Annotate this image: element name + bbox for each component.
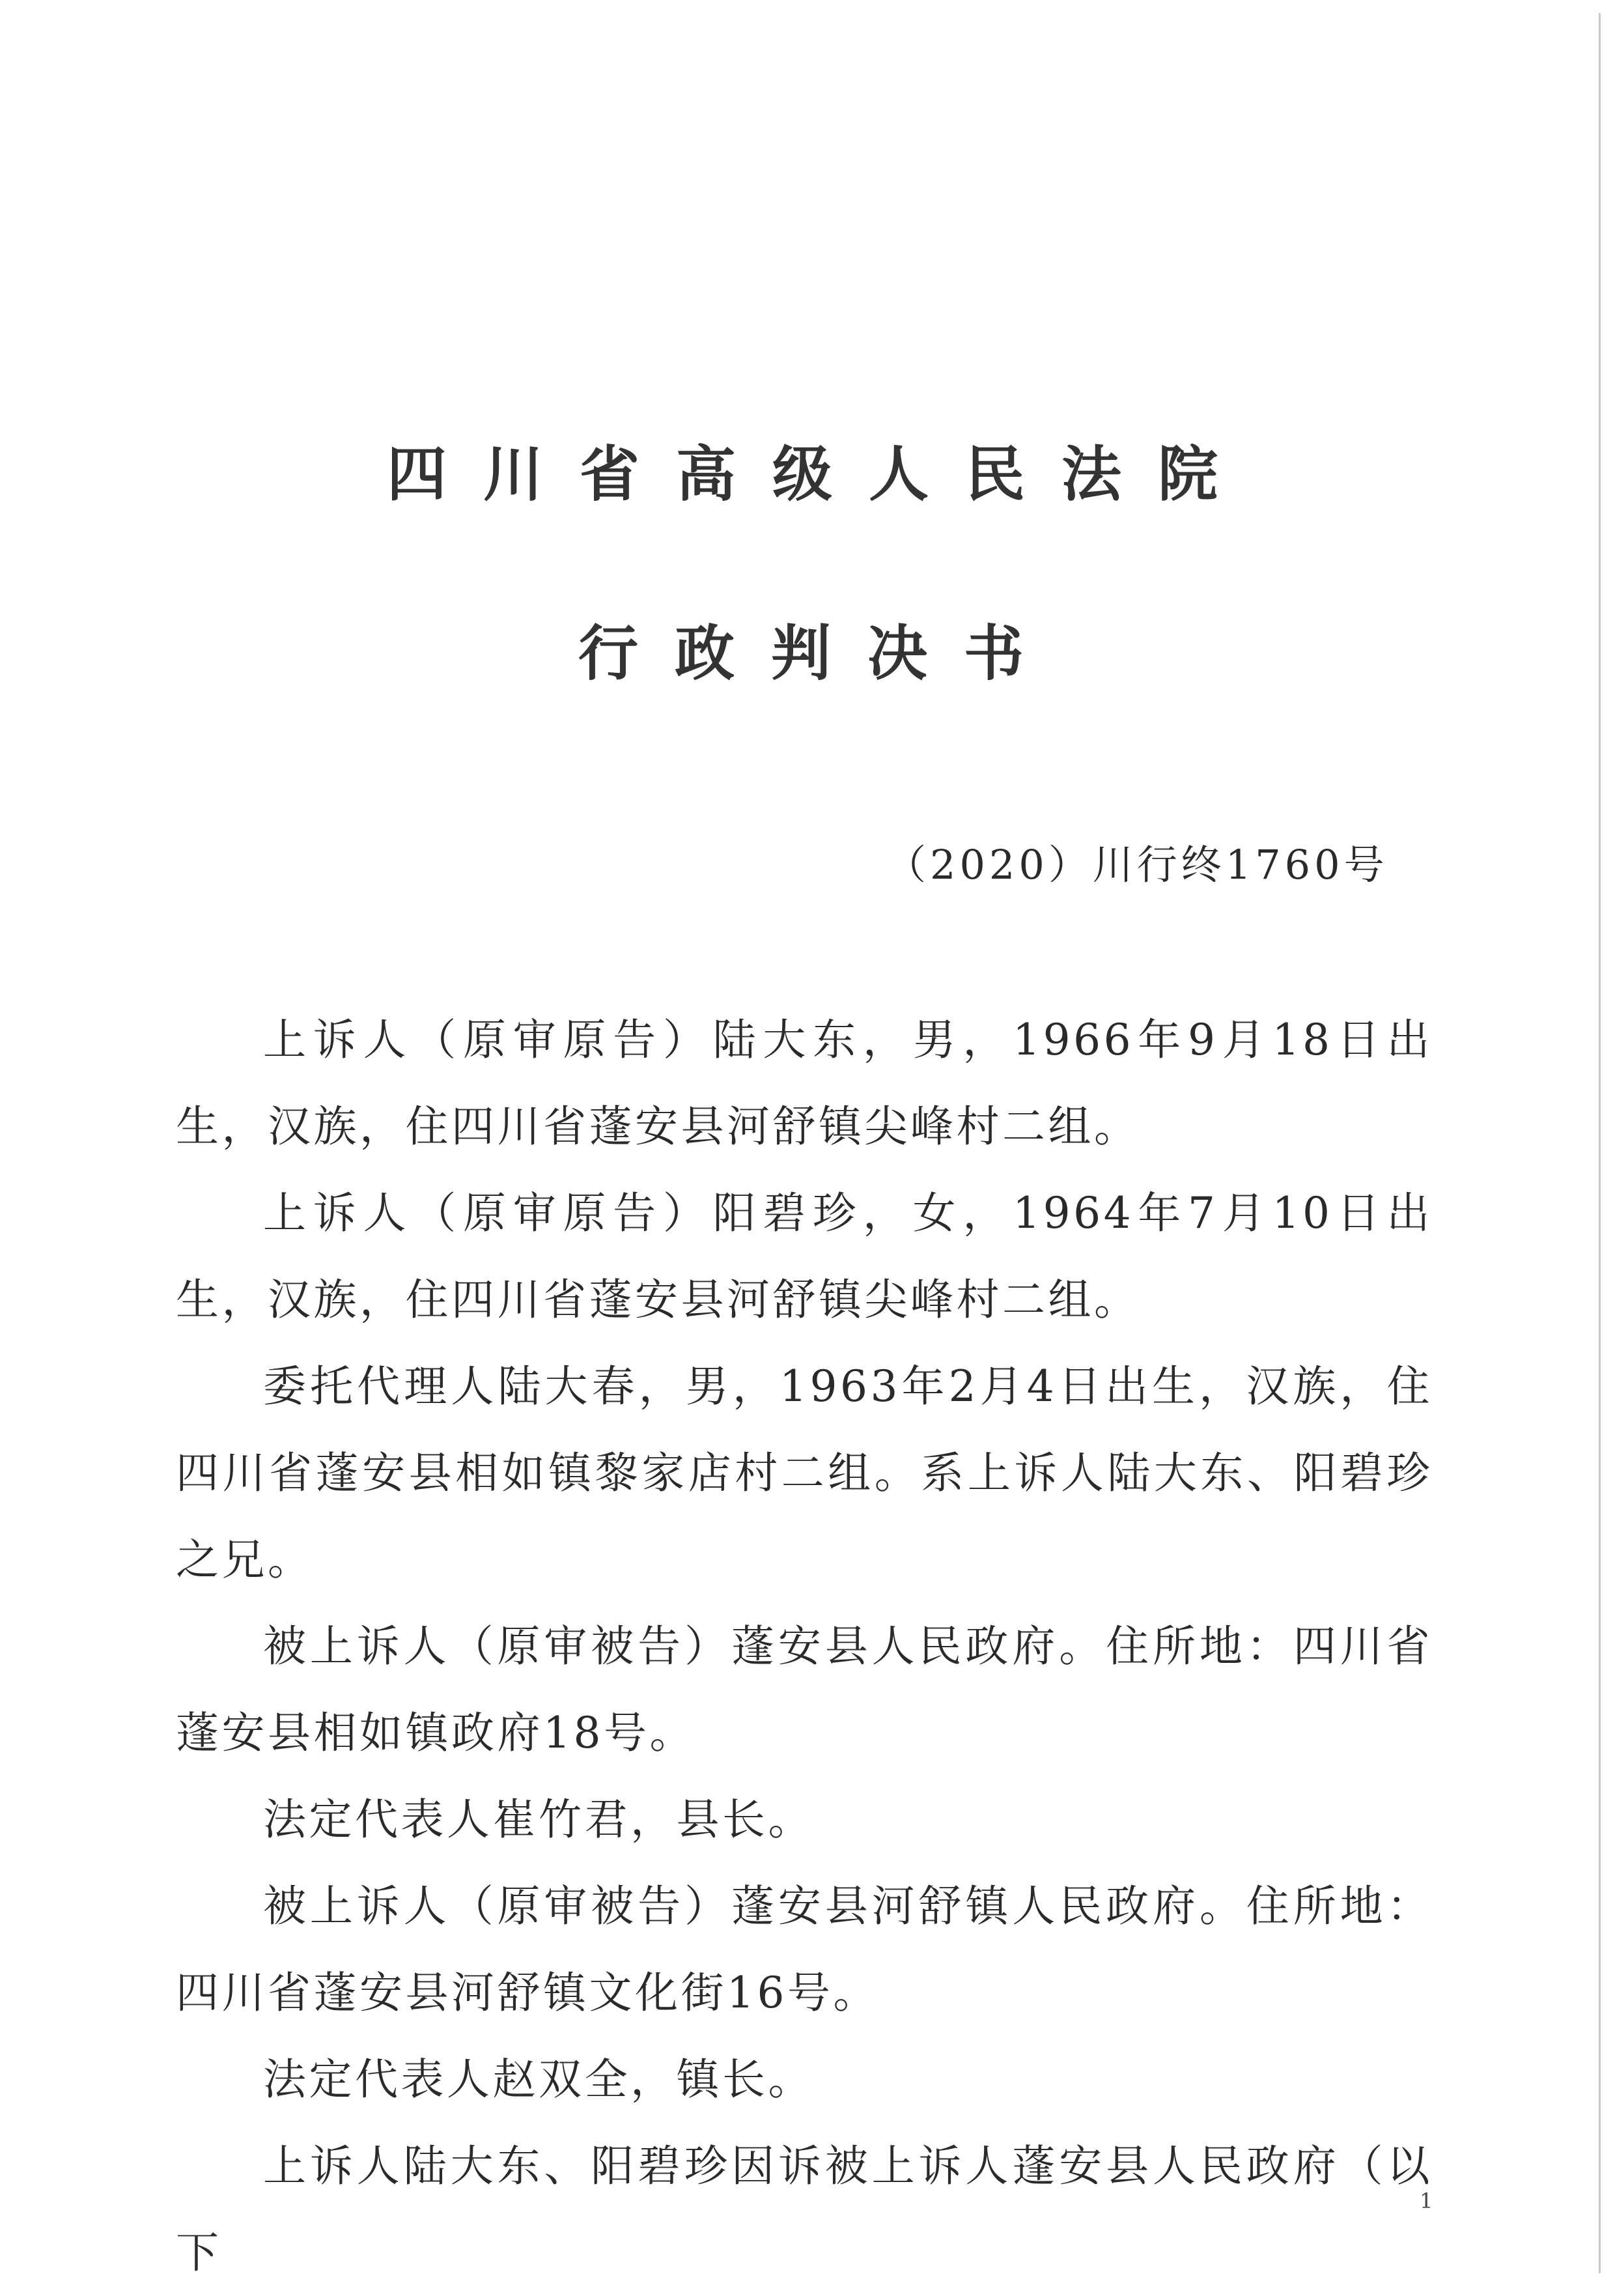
paragraph-appellee-county: 被上诉人（原审被告）蓬安县人民政府。住所地：四川省蓬安县相如镇政府18号。 bbox=[176, 1621, 1433, 1758]
paragraph-legal-rep-county: 法定代表人崔竹君，县长。 bbox=[263, 1794, 814, 1845]
scan-edge-line bbox=[1599, 13, 1601, 2273]
document-type-heading: 行政判决书 bbox=[578, 619, 1060, 688]
case-number: （2020）川行终1760号 bbox=[886, 841, 1388, 888]
court-name-heading: 四川省高级人民法院 bbox=[386, 440, 1254, 509]
paragraph-case-intro: 上诉人陆大东、阳碧珍因诉被上诉人蓬安县人民政府（以下 bbox=[176, 2141, 1433, 2278]
paragraph-appellant-1: 上诉人（原审原告）陆大东，男，1966年9月18日出生，汉族，住四川省蓬安县河舒镇尖峰村二组。 bbox=[176, 1015, 1433, 1152]
paragraph-legal-rep-town: 法定代表人赵双全，镇长。 bbox=[263, 2054, 814, 2105]
judgment-body bbox=[176, 997, 1433, 2296]
page-number: 1 bbox=[1420, 2189, 1433, 2213]
paragraph-agent: 委托代理人陆大春，男，1963年2月4日出生，汉族，住四川省蓬安县相如镇黎家店村二组。系上诉人陆大东、阳碧珍之兄。 bbox=[176, 1361, 1433, 1585]
paragraph-appellant-2: 上诉人（原审原告）阳碧珍，女，1964年7月10日出生，汉族，住四川省蓬安县河舒镇尖峰村二组。 bbox=[176, 1188, 1433, 1325]
paragraph-appellee-town: 被上诉人（原审被告）蓬安县河舒镇人民政府。住所地：四川省蓬安县河舒镇文化街16号。 bbox=[176, 1881, 1433, 2018]
